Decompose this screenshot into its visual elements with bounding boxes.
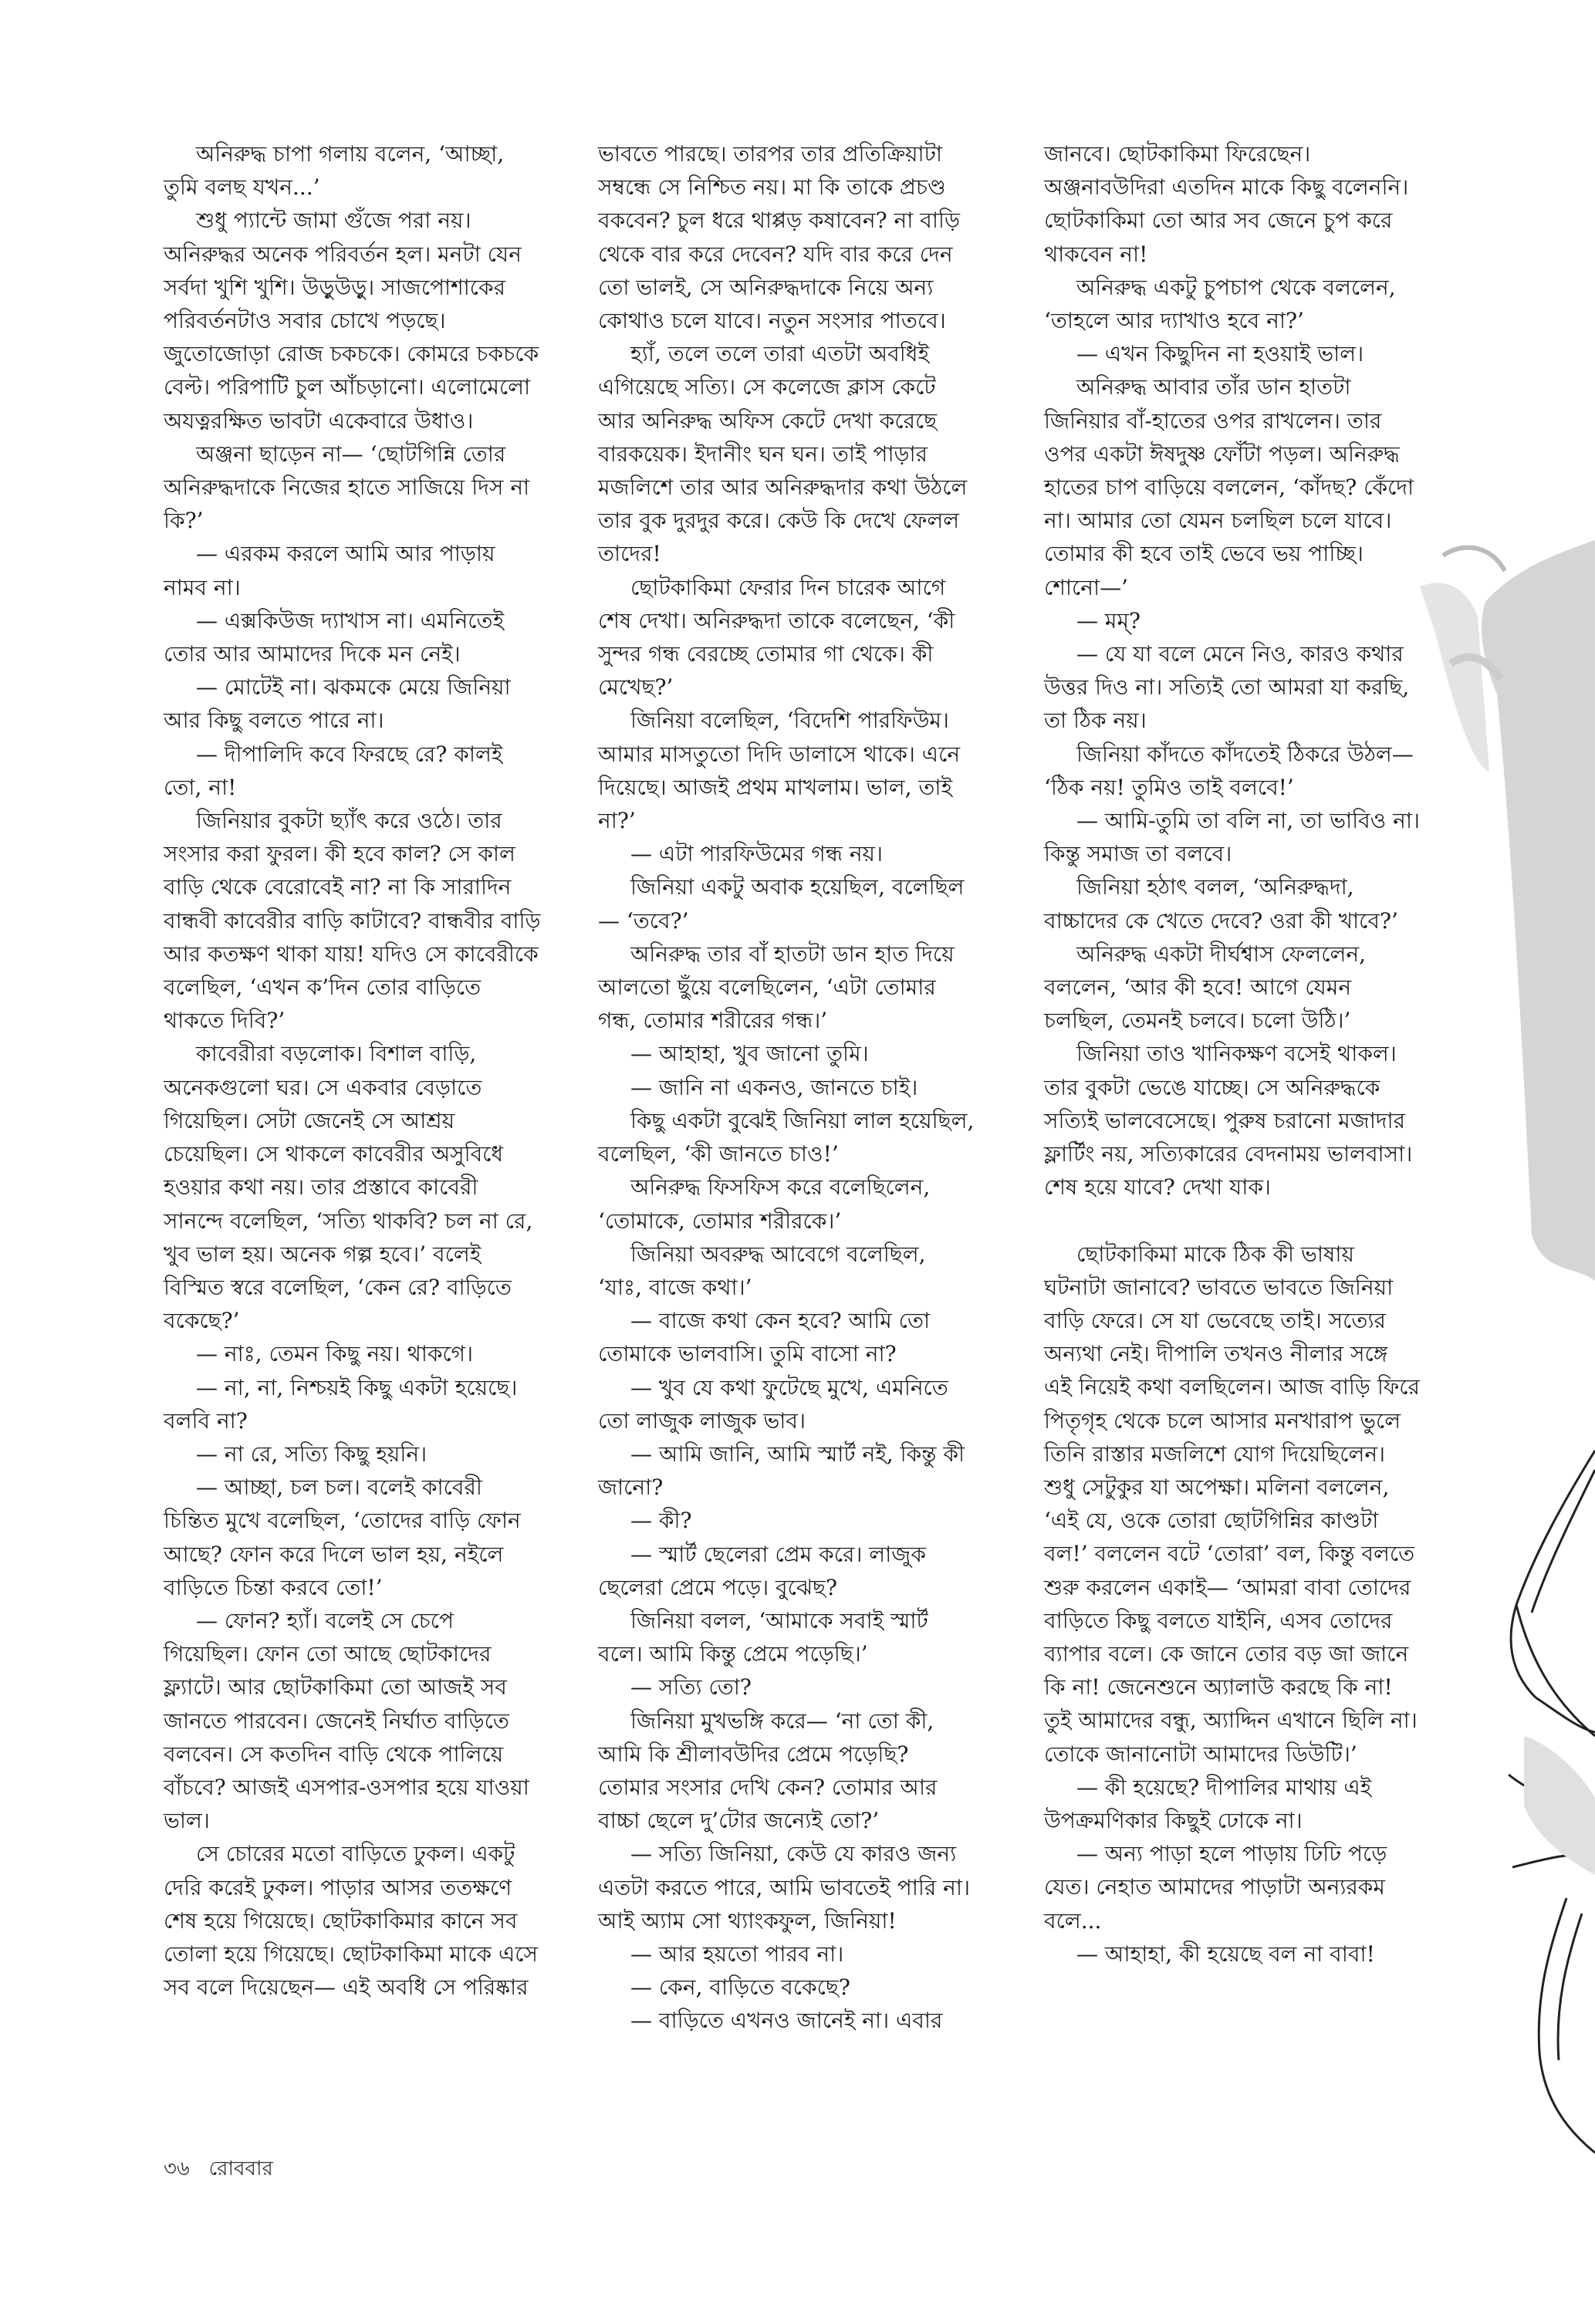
page-footer — [164, 2153, 273, 2187]
paragraph: শুধু প্যান্টে জামা গুঁজে পরা নয়। অনিরুদ্ধর অনেক পরিবর্তন হল। মনটা যেন সর্বদা খুশি খুশি। উড়ুউড়ু। সাজপোশাকের পরিবর্তনটাও সবার চোখে পড়ছে। জুতোজোড়া রোজ চকচকে। কোমরে চকচকে বেল্ট। পরিপাটি চুল আঁচড়ানো। এলোমেলো অযত্নরক্ষিত ভাবটা একেবারে উধাও। — [164, 208, 539, 434]
paragraph: সে চোরের মতো বাড়িতে ঢুকল। একটু দেরি করেই ঢুকল। পাড়ার আসর ততক্ষণে শেষ হয়ে গিয়েছে। ছোটকাকিমার কানে সব তোলা হয়ে গিয়েছে। ছোটকাকিমা মাকে এসে সব বলে দিয়েছেন— এই অবধি সে পরিষ্কার — [164, 1841, 538, 2001]
paragraph: — আর হয়তো পারব না। — [630, 1941, 844, 1967]
paragraph: জানবে। ছোটকাকিমা ফিরেছেন। অঞ্জনাবউদিরা এতদিন মাকে কিছু বলেননি। ছোটকাকিমা তো আর সব জেনে চুপ করে থাকবেন না! — [1044, 141, 1409, 267]
paragraph: জিনিয়া কাঁদতে কাঁদতেই ঠিকরে উঠল— ‘ঠিক নয়! তুমিও তাই বলবে!’ — [1044, 741, 1414, 800]
paragraph: জিনিয়া হঠাৎ বলল, ‘অনিরুদ্ধদা, বাচ্চাদের কে খেতে দেবে? ওরা কী খাবে?’ — [1044, 874, 1398, 934]
paragraph: — ফোন? হ্যাঁ। বলেই সে চেপে গিয়েছিল। ফোন তো আছে ছোটকাদের ফ্ল্যাটে। আর ছোটকাকিমা তো আজই সব জানতে পারবেন। জেনেই নির্ঘাত বাড়িতে বলবেন। সে কতদিন বাড়ি থেকে পালিয়ে বাঁচবে? আজই এসপার-ওসপার হয়ে যাওয়া ভাল। — [164, 1607, 529, 1834]
paragraph: — আহাহা, কী হয়েছে বল না বাবা! — [1076, 1941, 1375, 1967]
paragraph: জিনিয়ার বুকটা ছ্যাঁৎ করে ওঠে। তার সংসার করা ফুরল। কী হবে কাল? সে কাল বাড়ি থেকে বেরোবেই না? না কি সারাদিন বান্ধবী কাবেরীর বাড়ি কাটাবে? বান্ধবীর বাড়ি আর কতক্ষণ থাকা যায়! যদিও সে কাবেরীকে বলেছিল, ‘এখন ক’দিন তোর বাড়িতে থাকতে দিবি?’ — [164, 808, 541, 1034]
paragraph: জিনিয়া বলল, ‘আমাকে সবাই স্মার্ট বলে। আমি কিন্তু প্রেমে পড়েছি।’ — [598, 1607, 928, 1667]
text-column-3 — [1044, 137, 1422, 1971]
paragraph: — সত্যি জিনিয়া, কেউ যে কারও জন্য এতটা করতে পারে, আমি ভাবতেই পারি না। আই অ্যাম সো থ্যাংকফুল, জিনিয়া! — [598, 1841, 971, 1934]
paragraph: ছোটকাকিমা মাকে ঠিক কী ভাষায় ঘটনাটা জানাবে? ভাবতে ভাবতে জিনিয়া বাড়ি ফেরে। সে যা ভেবেছে তাই। সত্যের অন্যথা নেই। দীপালি তখনও নীলার সঙ্গে এই নিয়েই কথা বলছিলেন। আজ বাড়ি ফিরে পিতৃগৃহ থেকে চলে আসার মনখারাপ ভুলে তিনি রাস্তার মজলিশে যোগ দিয়েছিলেন। শুধু সেটুকুর যা অপেক্ষা। মলিনা বললেন, ‘এই যে, ওকে তোরা ছোটগিন্নির কাণ্ডটা বল!’ বললেন বটে ‘তোরা’ বল, কিন্তু বলতে শুরু করলেন একাই— ‘আমরা বাবা তোদের বাড়িতে কিছু বলতে যাইনি, এসব তোদের ব্যাপার বলে। কে জানে তোর বড় জা জানে কি না! জেনেশুনে অ্যালাউ করছে কি না! তুই আমাদের বন্ধু, অ্যাদ্দিন এখানে ছিলি না। তোকে জানানোটা আমাদের ডিউটি।’ — [1044, 1241, 1420, 1767]
paragraph: জিনিয়া তাও খানিকক্ষণ বসেই থাকল। তার বুকটা ভেঙে যাচ্ছে। সে অনিরুদ্ধকে সত্যিই ভালবেসেছে। পুরুষ চরানো মজাদার ফ্লার্টিং নয়, সত্যিকারের বেদনাময় ভালবাসা। শেষ হয়ে যাবে? দেখা যাক। — [1044, 1041, 1413, 1201]
paragraph: — না রে, সত্যি কিছু হয়নি। — [196, 1441, 427, 1467]
paragraph: — কী? — [630, 1508, 692, 1534]
text-column-1 — [164, 137, 542, 2004]
paragraph: অঞ্জনা ছাড়েন না— ‘ছোটগিন্নি তোর অনিরুদ্ধদাকে নিজের হাতে সাজিয়ে দিস না কি?’ — [164, 441, 530, 534]
paragraph: — আমি জানি, আমি স্মার্ট নই, কিন্তু কী জানো? — [598, 1441, 965, 1501]
paragraph: কাবেরীরা বড়লোক। বিশাল বাড়ি, অনেকগুলো ঘর। সে একবার বেড়াতে গিয়েছিল। সেটা জেনেই সে আশ্রয় চেয়েছিল। সে থাকলে কাবেরীর অসুবিধে হওয়ার কথা নয়। তার প্রস্তাবে কাবেরী সানন্দে বলেছিল, ‘সত্যি থাকবি? চল না রে, খুব ভাল হয়। অনেক গল্প হবে।’ বলেই বিস্মিত স্বরে বলেছিল, ‘কেন রে? বাড়িতে বকেছে?’ — [164, 1041, 533, 1334]
paragraph: জিনিয়া একটু অবাক হয়েছিল, বলেছিল— ‘তবে?’ — [598, 874, 965, 934]
paragraph: ভাবতে পারছে। তারপর তার প্রতিক্রিয়াটা সম্বন্ধে সে নিশ্চিত নয়। মা কি তাকে প্রচণ্ড বকবেন? চুল ধরে থাপ্পড় কষাবেন? না বাড়ি থেকে বার করে দেবেন? যদি বার করে দেন তো ভালই, সে অনিরুদ্ধদাকে নিয়ে অন্য কোথাও চলে যাবে। নতুন সংসার পাতবে। — [598, 141, 960, 334]
magazine-name: রোববার — [208, 2157, 273, 2180]
paragraph: — এক্সকিউজ দ্যাখাস না। এমনিতেই তোর আর আমাদের দিকে মন নেই। — [164, 607, 505, 667]
paragraph: অনিরুদ্ধ একটু চুপচাপ থেকে বললেন, ‘তাহলে আর দ্যাখাও হবে না?’ — [1044, 274, 1396, 334]
paragraph: — বাজে কথা কেন হবে? আমি তো তোমাকে ভালবাসি। তুমি বাসো না? — [598, 1308, 931, 1367]
paragraph: — কেন, বাড়িতে বকেছে? — [630, 1974, 850, 2001]
paragraph: — এরকম করলে আমি আর পাড়ায় নামব না। — [164, 541, 495, 600]
paragraph: হ্যাঁ, তলে তলে তারা এতটা অবধিই এগিয়েছে সত্যি। সে কলেজে ক্লাস কেটে আর অনিরুদ্ধ অফিস কেটে দেখা করেছে বারকয়েক। ইদানীং ঘন ঘন। তাই পাড়ার মজলিশে তার আর অনিরুদ্ধদার কথা উঠলে তার বুক দুরদুর করে। কেউ কি দেখে ফেলল তাদের! — [598, 341, 968, 567]
paragraph: — নাঃ, তেমন কিছু নয়। থাকগে। — [196, 1341, 474, 1367]
paragraph: ছোটকাকিমা ফেরার দিন চারেক আগে শেষ দেখা। অনিরুদ্ধদা তাকে বলেছেন, ‘কী সুন্দর গন্ধ বেরচ্ছে তোমার গা থেকে। কী মেখেছ?’ — [598, 574, 955, 701]
paragraph: জিনিয়া বলেছিল, ‘বিদেশি পারফিউম। আমার মাসতুতো দিদি ডালাসে থাকে। এনে দিয়েছে। আজই প্রথম মাখলাম। ভাল, তাই না?’ — [598, 708, 961, 834]
paragraph: — মোটেই না। ঝকমকে মেয়ে জিনিয়া আর কিছু বলতে পারে না। — [164, 674, 511, 734]
ink-brush-stroke-top — [1420, 540, 1595, 1281]
paragraph: — না, না, নিশ্চয়ই কিছু একটা হয়েছে। বলবি না? — [164, 1374, 518, 1434]
paragraph: অনিরুদ্ধ আবার তাঁর ডান হাতটা জিনিয়ার বাঁ-হাতের ওপর রাখলেন। তার ওপর একটা ঈষদুষ্ণ ফোঁটা পড়ল। অনিরুদ্ধ হাতের চাপ বাড়িয়ে বললেন, ‘কাঁদছ? কেঁদো না। আমার তো যেমন চলছিল চলে যাবে। তোমার কী হবে তাই ভেবে ভয় পাচ্ছি। শোনো—’ — [1044, 374, 1414, 600]
paragraph: — এখন কিছুদিন না হওয়াই ভাল। — [1076, 341, 1364, 367]
paragraph: — আহাহা, খুব জানো তুমি। — [630, 1041, 869, 1067]
wash-shape — [1524, 1736, 1595, 1875]
paragraph: — আচ্ছা, চল চল। বলেই কাবেরী চিন্তিত মুখে বলেছিল, ‘তোদের বাড়ি ফোন আছে? ফোন করে দিলে ভাল হয়, নইলে বাড়িতে চিন্তা করবে তো!’ — [164, 1474, 521, 1600]
paragraph: — আমি-তুমি তা বলি না, তা ভাবিও না। কিন্তু সমাজ তা বলবে। — [1044, 808, 1421, 867]
paragraph: — সত্যি তো? — [630, 1674, 752, 1701]
paragraph: — দীপালিদি কবে ফিরছে রে? কালই তো, না! — [164, 741, 503, 800]
paragraph: জিনিয়া অবরুদ্ধ আবেগে বলেছিল, ‘যাঃ, বাজে কথা।’ — [598, 1241, 926, 1300]
paragraph: — এটা পারফিউমের গন্ধ নয়। — [630, 841, 884, 867]
paragraph: অনিরুদ্ধ ফিসফিস করে বলেছিলেন, ‘তোমাকে, তোমার শরীরকে।’ — [598, 1174, 931, 1234]
paragraph: — মম্? — [1076, 607, 1141, 633]
paragraph: — স্মার্ট ছেলেরা প্রেম করে। লাজুক ছেলেরা প্রেমে পড়ে। বুঝেছ? — [598, 1541, 926, 1600]
paragraph: — যে যা বলে মেনে নিও, কারও কথার উত্তর দিও না। সত্যিই তো আমরা যা করছি, তা ঠিক নয়। — [1044, 641, 1410, 734]
paragraph: অনিরুদ্ধ তার বাঁ হাতটা ডান হাত দিয়ে আলতো ছুঁয়ে বলেছিলেন, ‘এটা তোমার গন্ধ, তোমার শরীরের গন্ধ।’ — [598, 941, 955, 1034]
paragraph: — কী হয়েছে? দীপালির মাথায় এই উপক্রমণিকার কিছুই ঢোকে না। — [1044, 1774, 1372, 1833]
paragraph: — অন্য পাড়া হলে পাড়ায় ঢিঢি পড়ে যেত। নেহাত আমাদের পাড়াটা অন্যরকম বলে... — [1044, 1841, 1387, 1934]
paragraph: — খুব যে কথা ফুটেছে মুখে, এমনিতে তো লাজুক লাজুক ভাব। — [598, 1374, 948, 1434]
paragraph: জিনিয়া মুখভঙ্গি করে— ‘না তো কী, আমি কি শ্রীলাবউদির প্রেমে পড়েছি? তোমার সংসার দেখি কেন? তোমার আর বাচ্চা ছেলে দু’টোর জন্যেই তো?’ — [598, 1708, 938, 1834]
paragraph: — জানি না একনও, জানতে চাই। — [630, 1074, 918, 1100]
text-column-2 — [598, 137, 976, 2038]
paragraph: অনিরুদ্ধ একটা দীর্ঘশ্বাস ফেললেন, বললেন, ‘আর কী হবে! আগে যেমন চলছিল, তেমনই চলবে। চলো উঠি।’ — [1044, 941, 1366, 1034]
paragraph: — বাড়িতে এখনও জানেই না। এবার — [630, 2008, 943, 2034]
paragraph: কিছু একটা বুঝেই জিনিয়া লাল হয়েছিল, বলেছিল, ‘কী জানতে চাও!’ — [598, 1107, 975, 1167]
page-number: ৩৬ — [164, 2157, 190, 2180]
paragraph: অনিরুদ্ধ চাপা গলায় বলেন, ‘আচ্ছা, তুমি বলছ যখন...’ — [164, 141, 505, 201]
